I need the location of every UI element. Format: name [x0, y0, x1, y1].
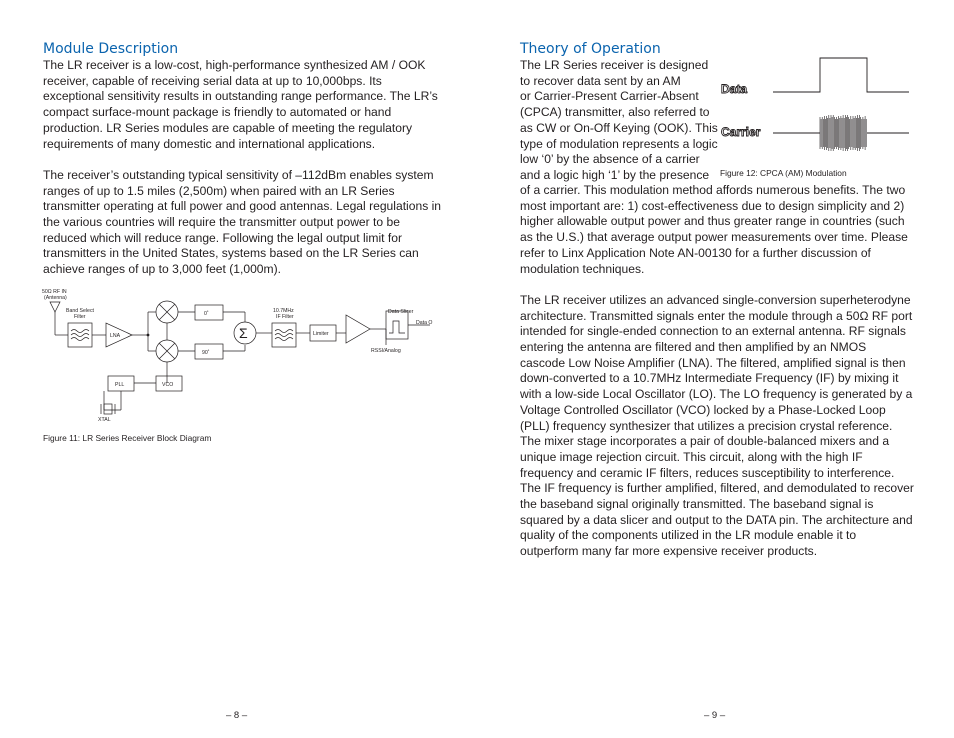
xtal-label: XTAL — [98, 417, 111, 423]
paragraph: The receiver’s outstanding typical sensitivity of –112dBm enables system ranges of up to 1.5 miles (2,500m) when paired with an LR Series transmitter operating at full power and good antennas. Legal regulations in the various countries will require the transmitter output power to be reduced which will reduce range. Following the legal output limit for transmitters in the United States, systems based on the LR Series can achieve ranges of up to 3,000 feet (1,000m). — [43, 167, 442, 277]
theory-heading: Theory of Operation — [520, 41, 661, 57]
theory-body — [520, 183, 914, 560]
data-waveform — [773, 58, 909, 92]
data-slicer-block — [386, 311, 408, 339]
rssi-label: RSSI/Analog — [371, 348, 401, 354]
cpca-modulation-figure — [719, 55, 914, 160]
phase-90-label: 90˚ — [202, 350, 210, 356]
sigma-symbol: Σ — [239, 325, 248, 341]
antenna-label: (Antenna) — [44, 295, 67, 301]
if-filter-label: 10.7MHz — [273, 308, 294, 314]
vco-label: VCO — [162, 382, 174, 388]
text-line: type of modulation represents a logic — [520, 136, 718, 151]
if-filter-label: IF Filter — [276, 314, 294, 320]
page-number: – 9 – — [704, 710, 726, 721]
figure-12-caption: Figure 12: CPCA (AM) Modulation — [720, 168, 847, 178]
xtal-symbol — [104, 404, 112, 414]
data-out-label: Data O — [416, 320, 433, 326]
text-line: and a logic high ‘1’ by the presence — [520, 167, 710, 182]
band-select-label: Filter — [74, 314, 86, 320]
text-line: The LR Series receiver is designed — [520, 58, 709, 72]
paragraph: The LR receiver is a low-cost, high-performance synthesized AM / OOK receiver, capable of receiving serial data at up to 10,000bps. Its exceptional sensitivity results in outstanding range performance. The LR’s compact surface-mount package is friendly to automated or hand production. LR Series modules are capable of meeting the regulatory requirements of many domestic and international applications. — [43, 58, 438, 151]
carrier-waveform-label: Carrier — [721, 125, 761, 139]
text-line: or Carrier-Present Carrier-Absent — [520, 89, 699, 104]
phase-0-label: 0˚ — [204, 311, 209, 317]
paragraph: of a carrier. This modulation method affords numerous benefits. The two most important are: 1) cost-effectiveness due to design simplicity and 2) higher allowable output power and thus greater range in countries (such as the U.S.) that average output power measurements over time. Please refer to Linx Application Note AN-00130 for a further discussion of modulation techniques. — [520, 183, 908, 276]
demod-amp — [346, 315, 370, 343]
text-line: low ‘0’ by the absence of a carrier — [520, 152, 700, 167]
band-select-label: Band Select — [66, 308, 94, 314]
right-page — [477, 0, 954, 738]
receiver-block-diagram — [40, 285, 445, 425]
text-line: (CPCA) transmitter, also referred to — [520, 105, 710, 120]
phase-0-block — [195, 305, 223, 320]
paragraph: The LR receiver utilizes an advanced single-conversion superheterodyne architecture. Transmitted signals enter the module through a 50Ω RF port intended for single-ended connection to an external antenna. RF signals entering the antenna are filtered and then amplified by an NMOS cascode Low Noise Amplifier (LNA). The filtered, amplified signal is then down-converted to a 10.7MHz Intermediate Frequency (IF) by mixing it with a low-side Local Oscillator (LO). The LO frequency is generated by a Voltage Controlled Oscillator (VCO) locked by a Phase-Locked Loop (PLL) frequency synthesizer that utilizes a precision crystal reference. The mixer stage incorporates a pair of double-balanced mixers and a unique image rejection circuit. This circuit, along with the high IF frequency and ceramic IF filters, reduces susceptibility to interference. The IF frequency is further amplified, filtered, and demodulated to recover the baseband signal originally transmitted. The baseband signal is squared by a data slicer and output to the DATA pin. The architecture and quality of the components utilized in the LR module enable it to outperform many far more expensive receiver products. — [520, 292, 914, 559]
antenna-icon — [50, 302, 60, 312]
page-number: – 8 – — [226, 710, 248, 721]
module-description-body — [43, 58, 441, 278]
module-description-heading: Module Description — [43, 41, 179, 57]
theory-wrapped-text — [520, 58, 720, 184]
lna-label: LNA — [110, 333, 121, 339]
limiter-label: Limiter — [313, 331, 329, 337]
data-slicer-label: Data Slicer — [388, 309, 414, 315]
antenna-label: 50Ω RF IN — [42, 289, 67, 295]
carrier-burst — [820, 115, 866, 151]
band-select-filter-block — [68, 323, 92, 347]
data-waveform-label: Data — [721, 82, 748, 96]
if-filter-block — [272, 323, 296, 347]
text-line: to recover data sent by an AM — [520, 73, 681, 88]
text-line: as CW or On-Off Keying (OOK). This — [520, 120, 718, 135]
figure-11-caption: Figure 11: LR Series Receiver Block Diagram — [43, 433, 212, 443]
pll-label: PLL — [115, 382, 125, 388]
